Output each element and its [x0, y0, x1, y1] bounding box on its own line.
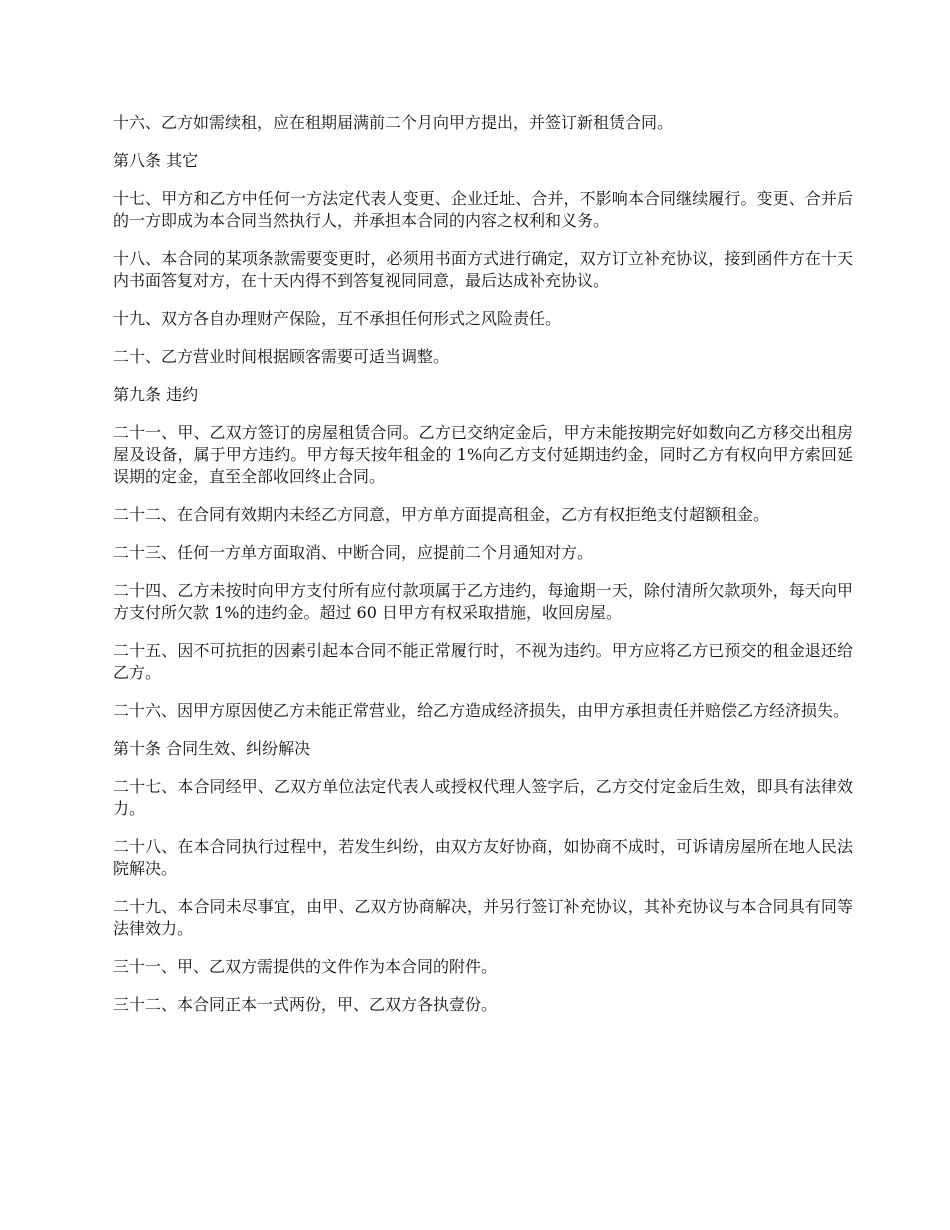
clause-27: 二十七、本合同经甲、乙双方单位法定代表人或授权代理人签字后，乙方交付定金后生效，即具有法律效力。	[113, 777, 853, 818]
clause-24: 二十四、乙方未按时向甲方支付所有应付款项属于乙方违约，每逾期一天，除付清所欠款项外，每天向甲方支付所欠款 1%的违约金。超过 60 日甲方有权采取措施，收回房屋。	[113, 581, 853, 622]
section-heading-10: 第十条 合同生效、纠纷解决	[113, 739, 311, 758]
clause-31: 三十一、甲、乙双方需提供的文件作为本合同的附件。	[113, 957, 498, 976]
clause-25: 二十五、因不可抗拒的因素引起本合同不能正常履行时，不视为违约。甲方应将乙方已预交的租金退还给乙方。	[113, 641, 853, 682]
section-heading-8: 第八条 其它	[113, 151, 199, 170]
document-page	[113, 112, 853, 1032]
clause-19: 十九、双方各自办理财产保险，互不承担任何形式之风险责任。	[113, 309, 562, 328]
clause-16: 十六、乙方如需续租，应在租期届满前二个月向甲方提出，并签订新租赁合同。	[113, 113, 674, 132]
clause-28: 二十八、在本合同执行过程中，若发生纠纷，由双方友好协商，如协商不成时，可诉请房屋所在地人民法院解决。	[113, 837, 853, 878]
clause-21: 二十一、甲、乙双方签订的房屋租赁合同。乙方已交纳定金后，甲方未能按期完好如数向乙方移交出租房屋及设备，属于甲方违约。甲方每天按年租金的 1%向乙方支付延期违约金，同时乙方有权向甲方索回延误期的定金，直至全部收回终止合同。	[113, 423, 853, 486]
clause-32: 三十二、本合同正本一式两份，甲、乙双方各执壹份。	[113, 995, 498, 1014]
section-heading-9: 第九条 违约	[113, 385, 199, 404]
clause-23: 二十三、任何一方单方面取消、中断合同，应提前二个月通知对方。	[113, 543, 594, 562]
clause-26: 二十六、因甲方原因使乙方未能正常营业，给乙方造成经济损失，由甲方承担责任并赔偿乙方经济损失。	[113, 701, 850, 720]
clause-22: 二十二、在合同有效期内未经乙方同意，甲方单方面提高租金，乙方有权拒绝支付超额租金。	[113, 505, 770, 524]
clause-29: 二十九、本合同未尽事宜，由甲、乙双方协商解决，并另行签订补充协议，其补充协议与本合同具有同等法律效力。	[113, 897, 853, 938]
clause-18: 十八、本合同的某项条款需要变更时，必须用书面方式进行确定，双方订立补充协议，接到函件方在十天内书面答复对方，在十天内得不到答复视同同意，最后达成补充协议。	[113, 249, 853, 290]
clause-20: 二十、乙方营业时间根据顾客需要可适当调整。	[113, 347, 450, 366]
clause-17: 十七、甲方和乙方中任何一方法定代表人变更、企业迁址、合并，不影响本合同继续履行。变更、合并后的一方即成为本合同当然执行人，并承担本合同的内容之权利和义务。	[113, 189, 853, 230]
